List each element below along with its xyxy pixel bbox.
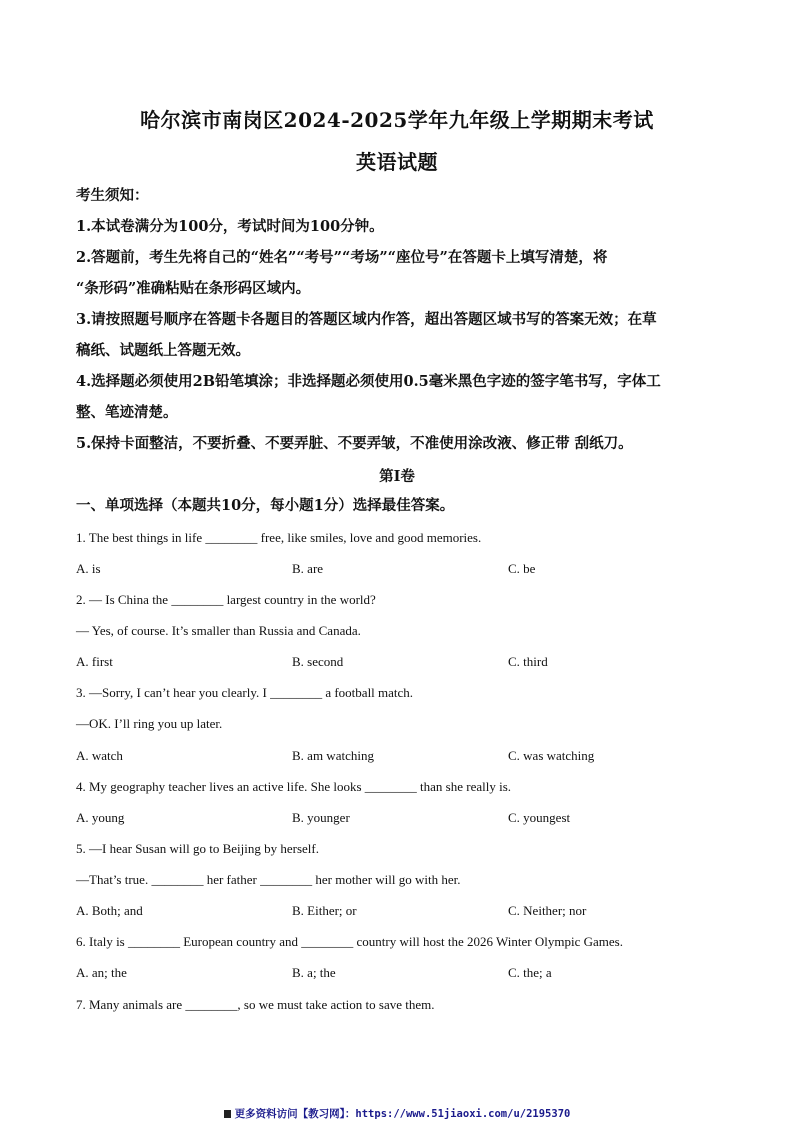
exam-title: 哈尔滨市南岗区2024-2025学年九年级上学期期末考试 — [140, 108, 654, 132]
notice-item: 4.选择题必须使用2B铅笔填涂；非选择题必须使用0.5毫米黑色字迹的签字笔书写，字体工 — [76, 373, 661, 390]
option: B. am watching — [292, 748, 374, 763]
option: B. are — [292, 561, 324, 576]
flag-icon — [224, 1110, 231, 1118]
option: A. first — [76, 654, 113, 669]
footer[interactable] — [0, 1106, 794, 1121]
question-stem: 4. My geography teacher lives an active life. She looks ________ than she really is. — [76, 779, 512, 794]
option: C. the; a — [508, 965, 552, 980]
option: A. an; the — [76, 965, 127, 980]
question-stem: 6. Italy is ________ European country and ________ country will host the 2026 Winter Olympic Games. — [76, 934, 623, 949]
notice-item: “条形码”准确粘贴在条形码区域内。 — [76, 280, 311, 297]
volume-label: 第Ⅰ卷 — [379, 468, 415, 485]
option: B. younger — [292, 810, 350, 825]
question-stem: 5. —I hear Susan will go to Beijing by herself. — [76, 841, 319, 856]
option: C. youngest — [508, 810, 571, 825]
option: C. third — [508, 654, 548, 669]
notice-item: 2.答题前，考生先将自己的“姓名”“考号”“考场”“座位号”在答题卡上填写清楚，将 — [76, 249, 608, 266]
question-stem: 7. Many animals are ________, so we must take action to save them. — [76, 997, 435, 1012]
notice-item: 5.保持卡面整洁，不要折叠、不要弄脏、不要弄皱，不准使用涂改液、修正带 刮纸刀。 — [76, 435, 633, 452]
footer-link[interactable]: 更多资料访问【教习网】：https://www.51jiaoxi.com/u/2195370 — [234, 1108, 571, 1120]
option: B. Either; or — [292, 903, 357, 918]
notice-item: 整、笔迹清楚。 — [76, 404, 178, 421]
question-line: — Yes, of course. It’s smaller than Russia and Canada. — [76, 623, 361, 638]
notice-item: 3.请按照题号顺序在答题卡各题目的答题区域内作答，超出答题区域书写的答案无效；在草 — [76, 311, 657, 328]
section-heading: 一、单项选择（本题共10分，每小题1分）选择最佳答案。 — [76, 497, 455, 514]
question-stem: 2. — Is China the ________ largest country in the world? — [76, 592, 376, 607]
exam-subtitle: 英语试题 — [356, 150, 438, 174]
notice-item: 稿纸、试题纸上答题无效。 — [76, 342, 250, 359]
option: B. second — [292, 654, 344, 669]
option: A. is — [76, 561, 101, 576]
question-line: —That’s true. ________ her father ________ her mother will go with her. — [76, 872, 461, 887]
notice-heading: 考生须知： — [76, 187, 149, 204]
option: C. Neither; nor — [508, 903, 587, 918]
question-stem: 3. —Sorry, I can’t hear you clearly. I ________ a football match. — [76, 685, 414, 700]
option: B. a; the — [292, 965, 336, 980]
option: C. be — [508, 561, 536, 576]
notice-item: 1.本试卷满分为100分，考试时间为100分钟。 — [76, 218, 384, 235]
option: A. young — [76, 810, 125, 825]
question-stem: 1. The best things in life ________ free, like smiles, love and good memories. — [76, 530, 482, 545]
option: C. was watching — [508, 748, 595, 763]
question-line: —OK. I’ll ring you up later. — [76, 716, 223, 731]
option: A. Both; and — [76, 903, 143, 918]
option: A. watch — [76, 748, 123, 763]
